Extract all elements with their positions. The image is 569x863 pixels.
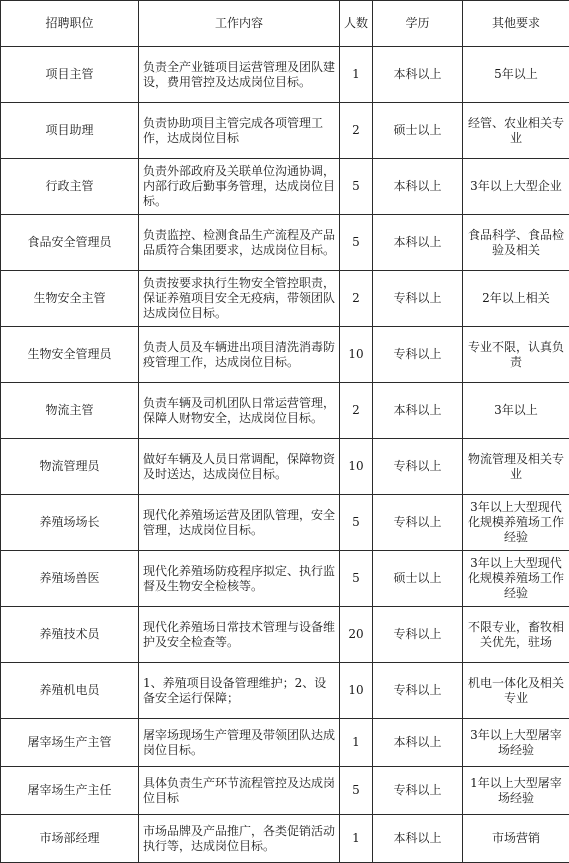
header-requirements: 其他要求	[463, 1, 569, 47]
cell-education: 本科以上	[373, 815, 463, 863]
cell-education: 专科以上	[373, 767, 463, 815]
cell-education: 专科以上	[373, 327, 463, 383]
cell-duties: 现代化养殖场日常技术管理与设备维护及安全检查等。	[139, 607, 340, 663]
table-row	[1, 663, 569, 719]
cell-education: 本科以上	[373, 719, 463, 767]
cell-requirements: 市场营销	[463, 815, 569, 863]
cell-requirements: 1年以上大型屠宰场经验	[463, 767, 569, 815]
cell-education: 专科以上	[373, 663, 463, 719]
table-row	[1, 551, 569, 607]
cell-position: 项目助理	[1, 103, 139, 159]
cell-count: 2	[340, 383, 373, 439]
cell-count: 10	[340, 663, 373, 719]
cell-duties: 负责协助项目主管完成各项管理工作，达成岗位目标	[139, 103, 340, 159]
table-row	[1, 159, 569, 215]
table-header-row	[1, 1, 569, 47]
cell-requirements: 3年以上大型现代化规模养殖场工作经验	[463, 551, 569, 607]
cell-duties: 负责人员及车辆进出项目清洗消毒防疫管理工作，达成岗位目标。	[139, 327, 340, 383]
cell-requirements: 2年以上相关	[463, 271, 569, 327]
table-row	[1, 103, 569, 159]
cell-duties: 负责全产业链项目运营管理及团队建设，费用管控及达成岗位目标。	[139, 47, 340, 103]
cell-duties: 做好车辆及人员日常调配，保障物资及时送达，达成岗位目标。	[139, 439, 340, 495]
cell-education: 专科以上	[373, 439, 463, 495]
cell-education: 专科以上	[373, 607, 463, 663]
cell-position: 养殖技术员	[1, 607, 139, 663]
cell-duties: 1、养殖项目设备管理维护；2、设备安全运行保障；	[139, 663, 340, 719]
cell-education: 本科以上	[373, 215, 463, 271]
cell-duties: 负责监控、检测食品生产流程及产品品质符合集团要求，达成岗位目标。	[139, 215, 340, 271]
cell-requirements: 不限专业，畜牧相关优先，驻场	[463, 607, 569, 663]
table-row	[1, 47, 569, 103]
cell-education: 硕士以上	[373, 551, 463, 607]
cell-education: 专科以上	[373, 495, 463, 551]
cell-position: 行政主管	[1, 159, 139, 215]
table-row	[1, 495, 569, 551]
cell-requirements: 3年以上	[463, 383, 569, 439]
cell-duties: 负责外部政府及关联单位沟通协调，内部行政后勤事务管理，达成岗位目标。	[139, 159, 340, 215]
table-row	[1, 439, 569, 495]
cell-duties: 现代化养殖场防疫程序拟定、执行监督及生物安全检核等。	[139, 551, 340, 607]
cell-duties: 市场品牌及产品推广，各类促销活动执行等，达成岗位目标。	[139, 815, 340, 863]
cell-count: 5	[340, 495, 373, 551]
table-row	[1, 215, 569, 271]
cell-position: 市场部经理	[1, 815, 139, 863]
cell-requirements: 物流管理及相关专业	[463, 439, 569, 495]
cell-requirements: 经管、农业相关专业	[463, 103, 569, 159]
cell-duties: 负责按要求执行生物安全管控职责，保证养殖项目安全无疫病，带领团队达成岗位目标。	[139, 271, 340, 327]
cell-count: 5	[340, 215, 373, 271]
cell-count: 5	[340, 767, 373, 815]
cell-education: 专科以上	[373, 271, 463, 327]
cell-count: 5	[340, 159, 373, 215]
cell-requirements: 专业不限，认真负责	[463, 327, 569, 383]
cell-position: 养殖场兽医	[1, 551, 139, 607]
cell-count: 20	[340, 607, 373, 663]
cell-position: 养殖场场长	[1, 495, 139, 551]
cell-position: 生物安全主管	[1, 271, 139, 327]
cell-requirements: 机电一体化及相关专业	[463, 663, 569, 719]
table-row	[1, 383, 569, 439]
cell-count: 5	[340, 551, 373, 607]
cell-education: 本科以上	[373, 159, 463, 215]
cell-duties: 负责车辆及司机团队日常运营管理，保障人财物安全，达成岗位目标。	[139, 383, 340, 439]
cell-count: 10	[340, 327, 373, 383]
cell-count: 10	[340, 439, 373, 495]
cell-position: 项目主管	[1, 47, 139, 103]
cell-education: 硕士以上	[373, 103, 463, 159]
header-education: 学历	[373, 1, 463, 47]
cell-requirements: 食品科学、食品检验及相关	[463, 215, 569, 271]
cell-position: 养殖机电员	[1, 663, 139, 719]
cell-count: 1	[340, 815, 373, 863]
header-position: 招聘职位	[1, 1, 139, 47]
header-count: 人数	[340, 1, 373, 47]
cell-duties: 具体负责生产环节流程管控及达成岗位目标	[139, 767, 340, 815]
cell-position: 生物安全管理员	[1, 327, 139, 383]
table-row	[1, 719, 569, 767]
cell-count: 1	[340, 719, 373, 767]
cell-requirements: 3年以上大型屠宰场经验	[463, 719, 569, 767]
cell-requirements: 3年以上大型现代化规模养殖场工作经验	[463, 495, 569, 551]
table-row	[1, 815, 569, 863]
cell-requirements: 5年以上	[463, 47, 569, 103]
cell-position: 屠宰场生产主任	[1, 767, 139, 815]
cell-count: 2	[340, 271, 373, 327]
cell-education: 本科以上	[373, 47, 463, 103]
table-row	[1, 607, 569, 663]
cell-duties: 现代化养殖场运营及团队管理，安全管理，达成岗位目标。	[139, 495, 340, 551]
cell-position: 物流主管	[1, 383, 139, 439]
table-row	[1, 767, 569, 815]
cell-position: 食品安全管理员	[1, 215, 139, 271]
table-row	[1, 271, 569, 327]
cell-count: 2	[340, 103, 373, 159]
cell-position: 屠宰场生产主管	[1, 719, 139, 767]
header-duties: 工作内容	[139, 1, 340, 47]
cell-education: 本科以上	[373, 383, 463, 439]
cell-count: 1	[340, 47, 373, 103]
cell-position: 物流管理员	[1, 439, 139, 495]
table-row	[1, 327, 569, 383]
cell-requirements: 3年以上大型企业	[463, 159, 569, 215]
cell-duties: 屠宰场现场生产管理及带领团队达成岗位目标。	[139, 719, 340, 767]
